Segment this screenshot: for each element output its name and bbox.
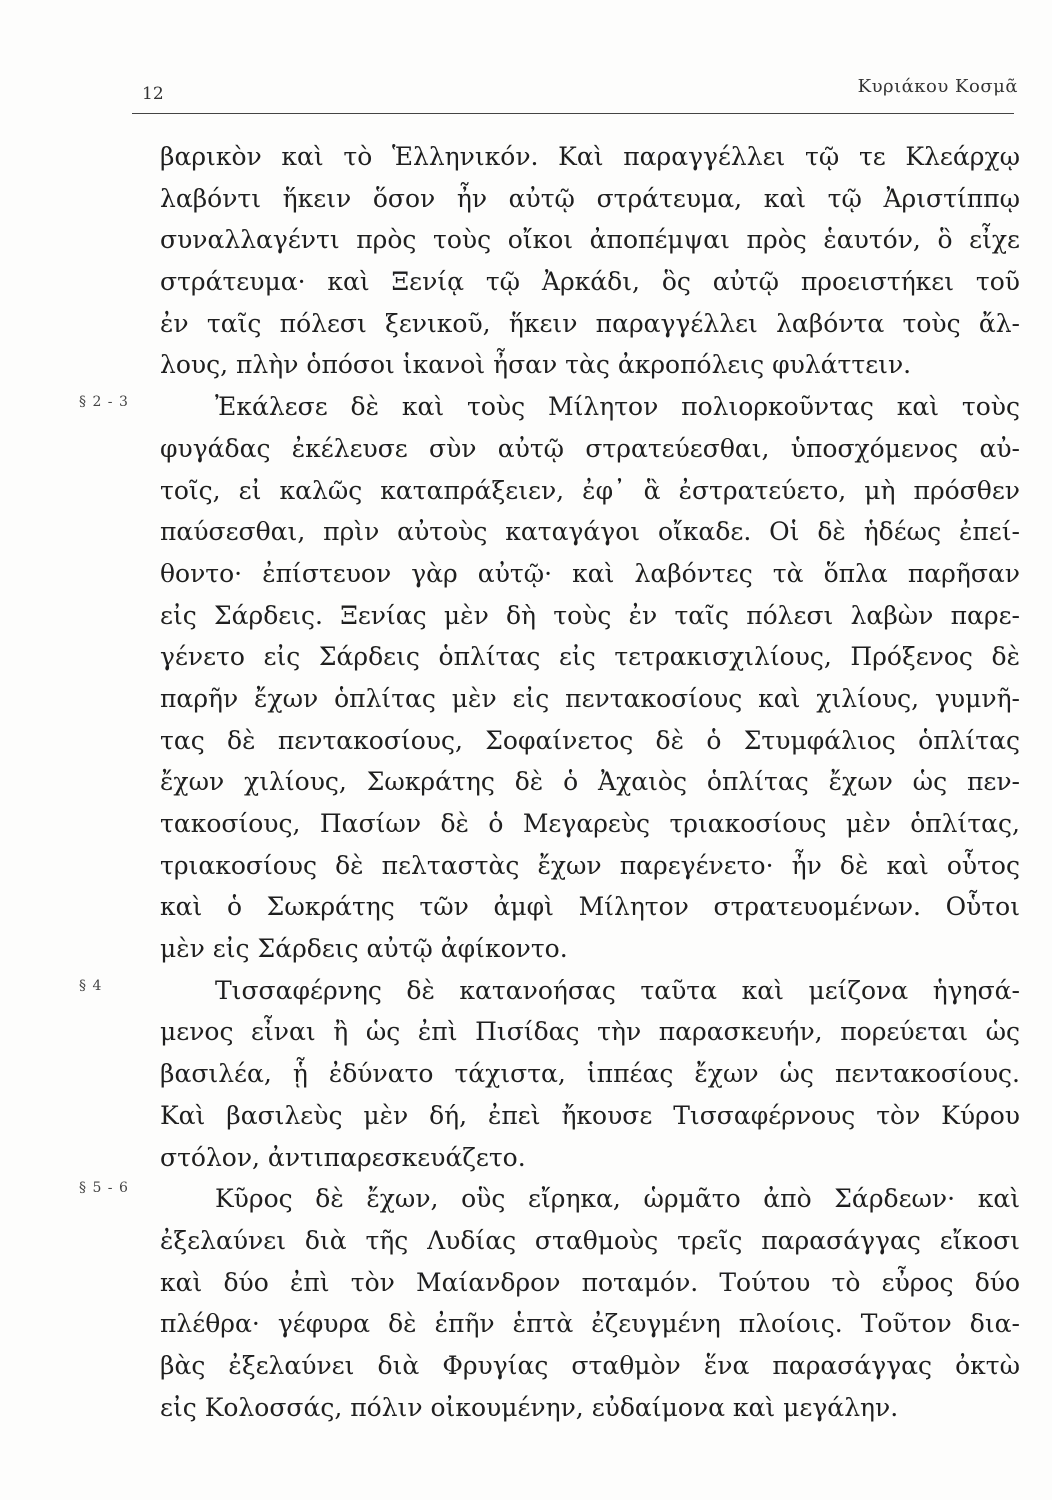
text-line: βασιλέα, ᾗ ἐδύνατο τάχιστα, ἱππέας ἔχων ὡς πεντακοσίους. [160,1059,1020,1089]
text-line: στράτευμα· καὶ Ξενίᾳ τῷ Ἀρκάδι, ὃς αὐτῷ προειστήκει τοῦ [160,267,1020,297]
text-line: καὶ δύο ἐπὶ τὸν Μαίανδρον ποταμόν. Τούτου τὸ εὖρος δύο [160,1267,1020,1297]
text-line: καὶ ὁ Σωκράτης τῶν ἀμφὶ Μίλητον στρατευομένων. Οὗτοι [160,892,1020,922]
text-line: εἰς Κολοσσάς, πόλιν οἰκουμένην, εὐδαίμονα καὶ μεγάλην. [160,1392,899,1422]
text-line: παύσεσθαι, πρὶν αὐτοὺς καταγάγοι οἴκαδε. Οἱ δὲ ἡδέως ἐπεί- [160,517,1020,547]
text-line: βαρικὸν καὶ τὸ Ἑλληνικόν. Καὶ παραγγέλλει τῷ τε Κλεάρχῳ [160,142,1020,171]
text-line: ἐξελαύνει διὰ τῆς Λυδίας σταθμοὺς τρεῖς παρασάγγας εἴκοσι [160,1225,1020,1255]
text-line: πλέθρα· γέφυρα δὲ ἐπῆν ἑπτὰ ἐζευγμένη πλοίοις. Τοῦτον δια- [160,1309,1020,1339]
text-line: φυγάδας ἐκέλευσε σὺν αὐτῷ στρατεύεσθαι, ὑποσχόμενος αὐ- [160,433,1020,463]
text-line: ἔχων χιλίους, Σωκράτης δὲ ὁ Ἀχαιὸς ὁπλίτας ἔχων ὡς πεν- [160,767,1020,797]
header-rule [132,113,1014,114]
text-line: Τισσαφέρνης δὲ κατανοήσας ταῦτα καὶ μείζονα ἡγησά- [215,975,1020,1005]
section-marker: § 5 - 6 [79,1180,129,1196]
section-marker: § 4 [79,978,103,994]
text-line: γένετο εἰς Σάρδεις ὁπλίτας εἰς τετρακισχιλίους, Πρόξενος δὲ [160,642,1020,672]
text-line: τριακοσίους δὲ πελταστὰς ἔχων παρεγένετο· ἦν δὲ καὶ οὗτος [160,850,1020,880]
body-text [160,136,1020,1428]
text-line: Κῦρος δὲ ἔχων, οὓς εἴρηκα, ὡρμᾶτο ἀπὸ Σάρδεων· καὶ [215,1184,1020,1214]
text-line: βὰς ἐξελαύνει διὰ Φρυγίας σταθμὸν ἕνα παρασάγγας ὀκτὼ [160,1350,1020,1380]
text-line: ἐν ταῖς πόλεσι ξενικοῦ, ἥκειν παραγγέλλει λαβόντα τοὺς ἄλ- [160,308,1020,338]
text-line: τας δὲ πεντακοσίους, Σοφαίνετος δὲ ὁ Στυμφάλιος ὁπλίτας [160,725,1020,755]
text-line: συναλλαγέντι πρὸς τοὺς οἴκοι ἀποπέμψαι πρὸς ἑαυτόν, ὃ εἶχε [160,225,1020,255]
text-line: τοῖς, εἰ καλῶς καταπράξειεν, ἐφ᾽ ἃ ἐστρατεύετο, μὴ πρόσθεν [160,475,1020,505]
page-number: 12 [142,84,164,104]
section-marker: § 2 - 3 [79,394,129,410]
text-line: μενος εἶναι ἢ ὡς ἐπὶ Πισίδας τὴν παρασκευήν, πορεύεται ὡς [160,1017,1020,1047]
running-head: Κυριάκου Κοσμᾶ [857,76,1018,97]
text-line: λαβόντι ἥκειν ὅσον ἦν αὐτῷ στράτευμα, καὶ τῷ Ἀριστίππῳ [160,183,1020,213]
text-line: λους, πλὴν ὁπόσοι ἱκανοὶ ἦσαν τὰς ἀκροπόλεις φυλάττειν. [160,350,912,380]
page-header [132,70,1020,110]
text-line: τακοσίους, Πασίων δὲ ὁ Μεγαρεὺς τριακοσίους μὲν ὁπλίτας, [160,809,1020,838]
text-line: στόλον, ἀντιπαρεσκευάζετο. [160,1142,526,1172]
text-line: Καὶ βασιλεὺς μὲν δή, ἐπεὶ ἤκουσε Τισσαφέρνους τὸν Κύρου [160,1100,1020,1130]
text-line: Ἐκάλεσε δὲ καὶ τοὺς Μίλητον πολιορκοῦντας καὶ τοὺς [215,392,1020,422]
text-line: εἰς Σάρδεις. Ξενίας μὲν δὴ τοὺς ἐν ταῖς πόλεσι λαβὼν παρε- [160,600,1020,630]
text-line: μὲν εἰς Σάρδεις αὐτῷ ἀφίκοντο. [160,934,568,964]
text-line: θοντο· ἐπίστευον γὰρ αὐτῷ· καὶ λαβόντες τὰ ὅπλα παρῆσαν [160,558,1020,588]
text-line: παρῆν ἔχων ὁπλίτας μὲν εἰς πεντακοσίους καὶ χιλίους, γυμνῆ- [160,683,1020,713]
